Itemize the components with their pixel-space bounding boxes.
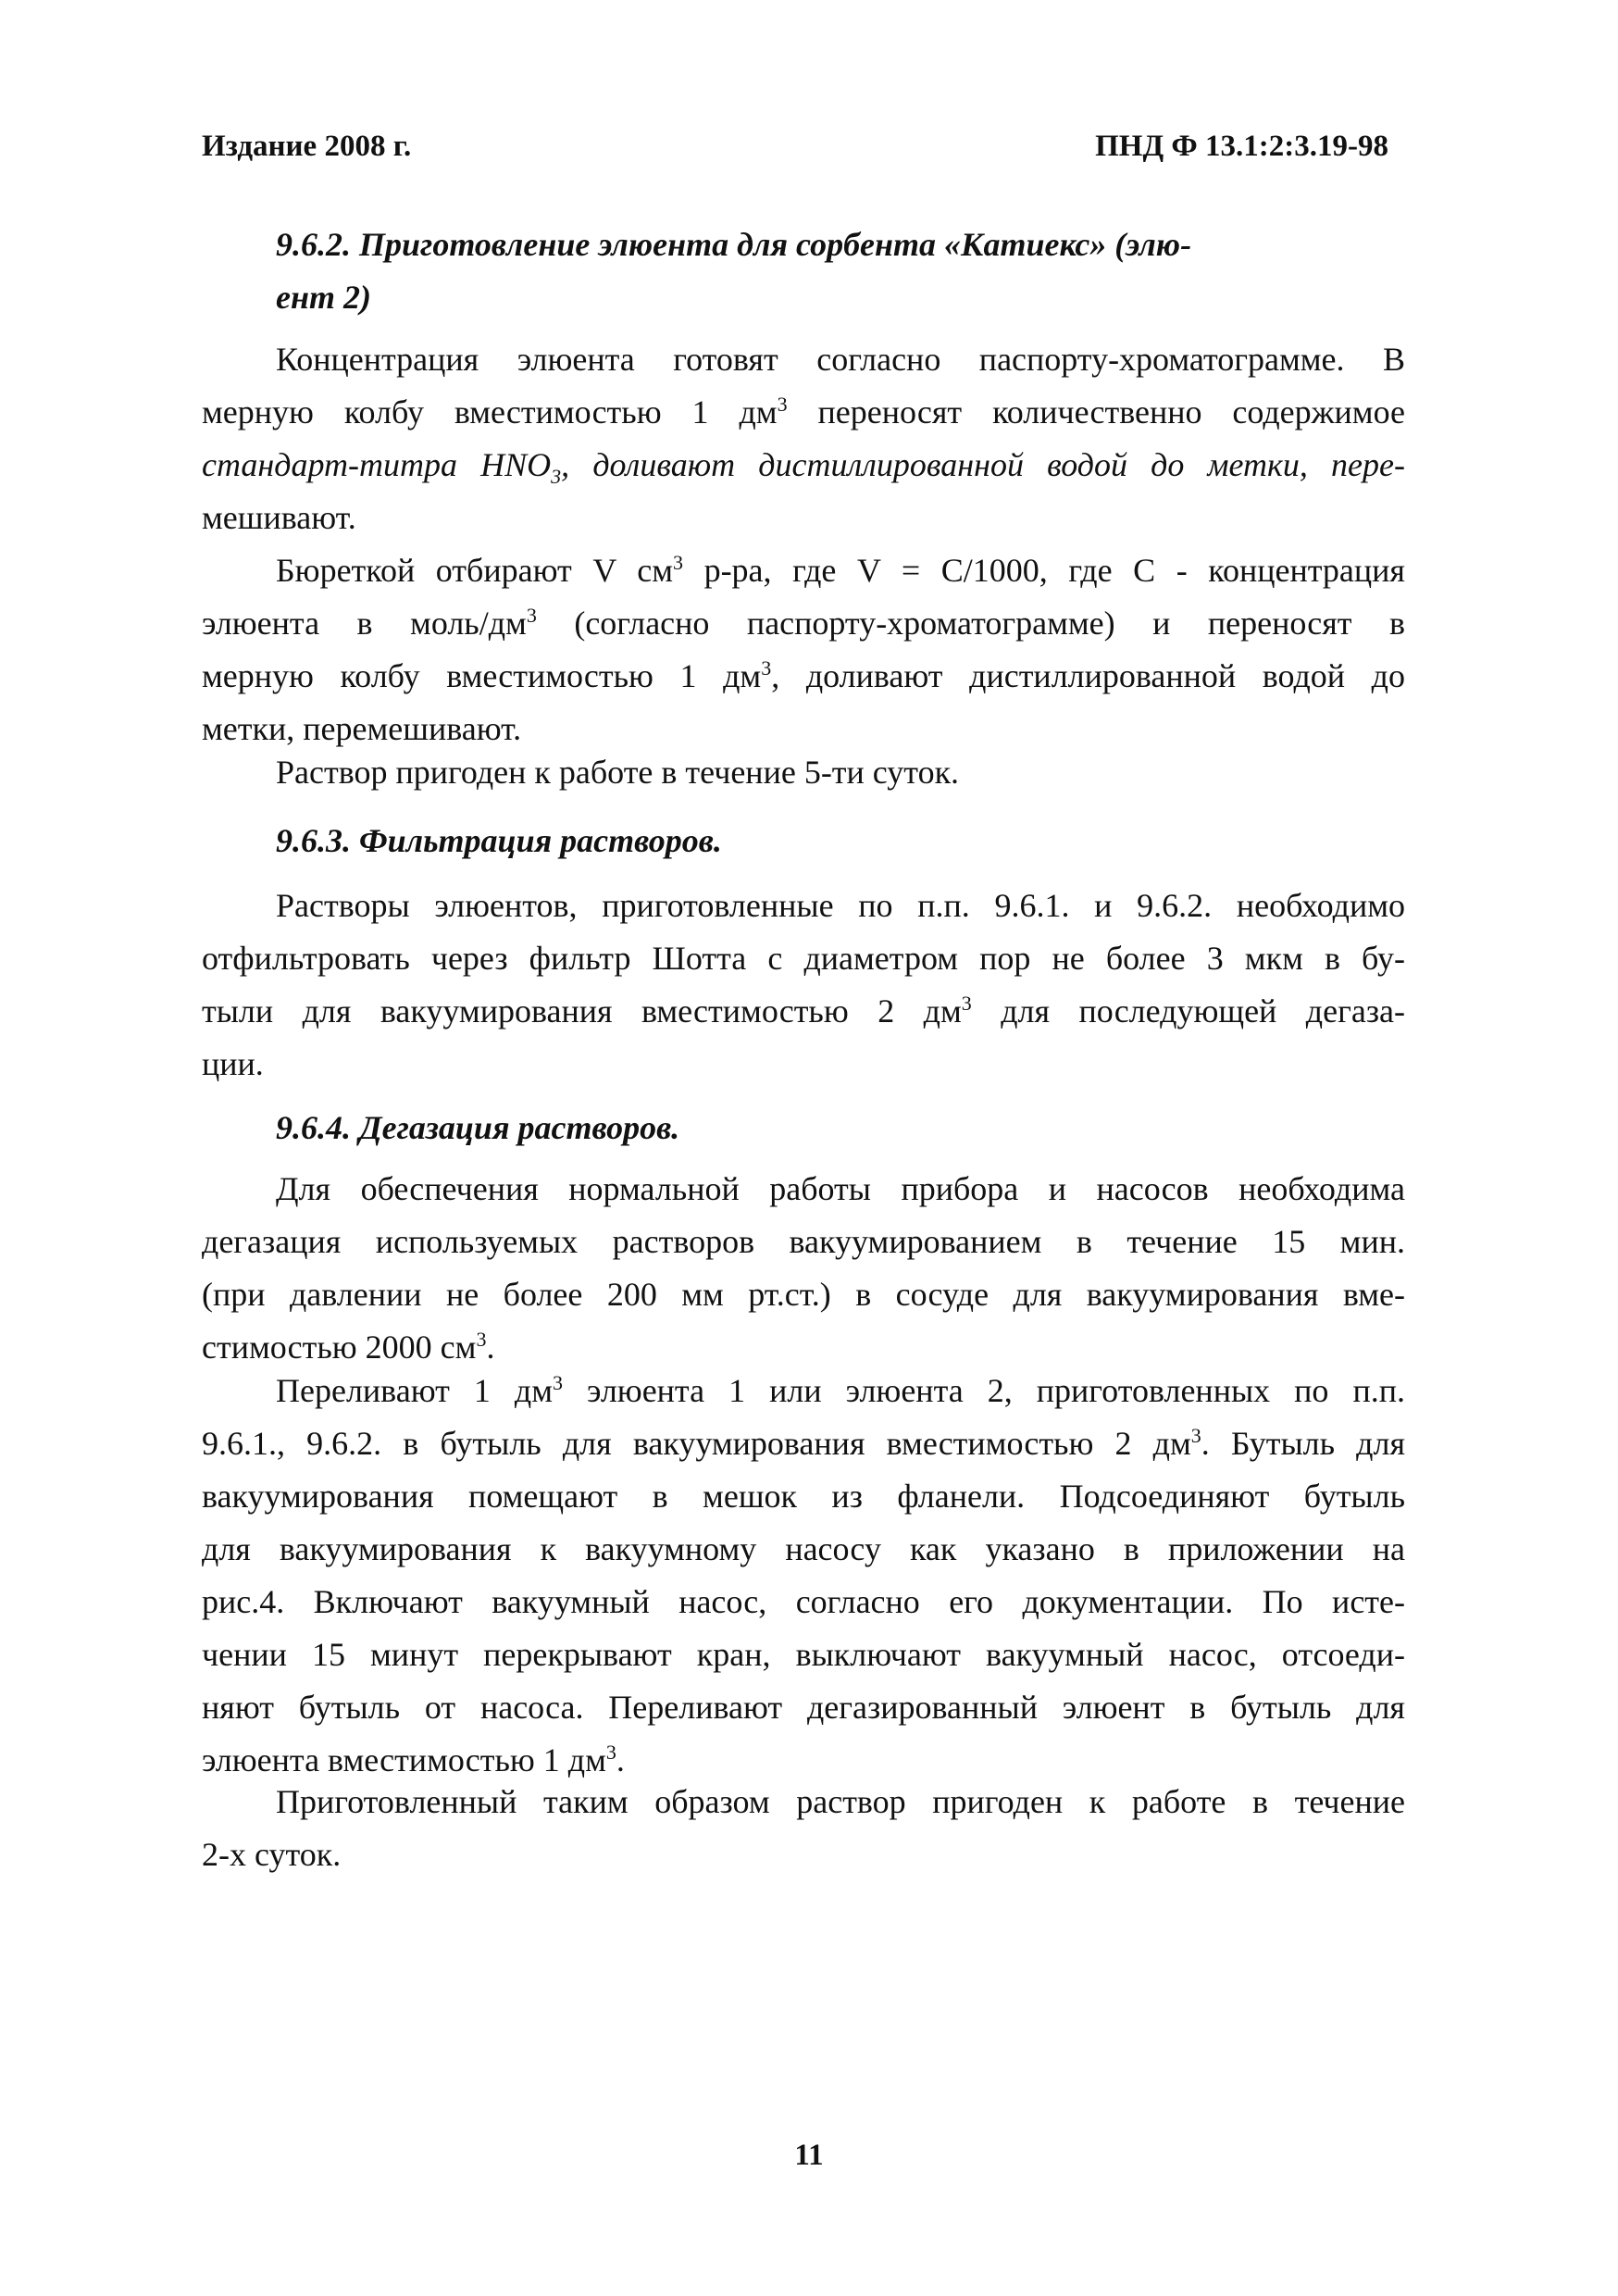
text-line: Бюреткой отбирают V $см^3$ р-ра, где V = C/1000, где C - концентрация	[276, 551, 1405, 589]
text-line: (при давлении не более 200 мм рт.ст.) в сосуде для вакуумирования вме-	[202, 1276, 1405, 1313]
paragraph-pouring	[202, 1365, 1405, 1787]
paragraph-prepared-solution	[202, 1776, 1405, 1881]
paragraph-eluent-concentration	[202, 333, 1405, 544]
section-heading-9-6-4: 9.6.4. Дегазация растворов.	[276, 1109, 680, 1146]
text-line: мешивают.	[202, 499, 356, 536]
text-line: рис.4. Включают вакуумный насос, согласно его документации. По исте-	[202, 1583, 1405, 1620]
text-line: тыли для вакуумирования вместимостью 2 $дм^3$ для последующей дегаза-	[202, 992, 1405, 1029]
text-line: Раствор пригоден к работе в течение 5-ти суток.	[276, 754, 960, 791]
text-line: отфильтровать через фильтр Шотта с диаметром пор не более 3 мкм в бу-	[202, 940, 1405, 977]
text-line: Концентрация элюента готовят согласно паспорту-хроматограмме. В	[276, 341, 1405, 378]
paragraph-filtration	[202, 880, 1405, 1091]
text-line: 2-х суток.	[202, 1836, 342, 1873]
text-line: вакуумирования помещают в мешок из фланели. Подсоединяют бутыль	[202, 1478, 1405, 1515]
text-line: Для обеспечения нормальной работы прибора и насосов необходима	[276, 1170, 1405, 1207]
section-heading-9-6-3: 9.6.3. Фильтрация растворов.	[276, 822, 722, 859]
section-heading-9-6-2	[276, 218, 1405, 324]
paragraph-shelf-life	[202, 746, 1405, 799]
text-line: элюента вместимостью 1 $дм^3$.	[202, 1741, 625, 1778]
text-line: Растворы элюентов, приготовленные по п.п. 9.6.1. и 9.6.2. необходимо	[276, 887, 1405, 924]
paragraph-degassing	[202, 1163, 1405, 1374]
text-line: 9.6.1., 9.6.2. в бутыль для вакуумирования вместимостью 2 $дм^3$. Бутыль для	[202, 1424, 1406, 1462]
document-code: ПНД Ф 13.1:2:3.19-98	[1095, 130, 1388, 163]
text-line: стандарт-титра $HNO_3$, доливают дистиллированной водой до метки, пере-	[202, 446, 1405, 489]
text-line: мерную колбу вместимостью 1 $дм^3$ переносят количественно содержимое	[202, 393, 1405, 430]
heading-line-2: ент 2)	[276, 279, 371, 316]
text-line: дегазация используемых растворов вакуумированием в течение 15 мин.	[202, 1223, 1405, 1260]
text-line: Приготовленный таким образом раствор пригоден к работе в течение	[276, 1783, 1405, 1820]
text-line: для вакуумирования к вакуумному насосу как указано в приложении на	[202, 1530, 1405, 1567]
text-line: чении 15 минут перекрывают кран, выключают вакуумный насос, отсоеди-	[202, 1636, 1405, 1673]
text-line: стимостью 2000 $см^3$.	[202, 1328, 495, 1366]
paragraph-burette	[202, 544, 1405, 755]
text-line: элюента в моль/$дм^3$ (согласно паспорту-хроматограмме) и переносят в	[202, 604, 1406, 642]
heading-line-1: 9.6.2. Приготовление элюента для сорбента «Катиекс» (элю-	[276, 226, 1192, 263]
text-line: Переливают 1 $дм^3$ элюента 1 или элюента 2, приготовленных по п.п.	[276, 1371, 1405, 1409]
page-number: 11	[794, 2139, 824, 2172]
text-line: няют бутыль от насоса. Переливают дегазированный элюент в бутыль для	[202, 1689, 1405, 1726]
text-line: ции.	[202, 1045, 264, 1082]
text-line: метки, перемешивают.	[202, 710, 522, 747]
edition-label: Издание 2008 г.	[202, 130, 412, 163]
text-line: мерную колбу вместимостью 1 $дм^3$, доливают дистиллированной водой до	[202, 656, 1405, 694]
